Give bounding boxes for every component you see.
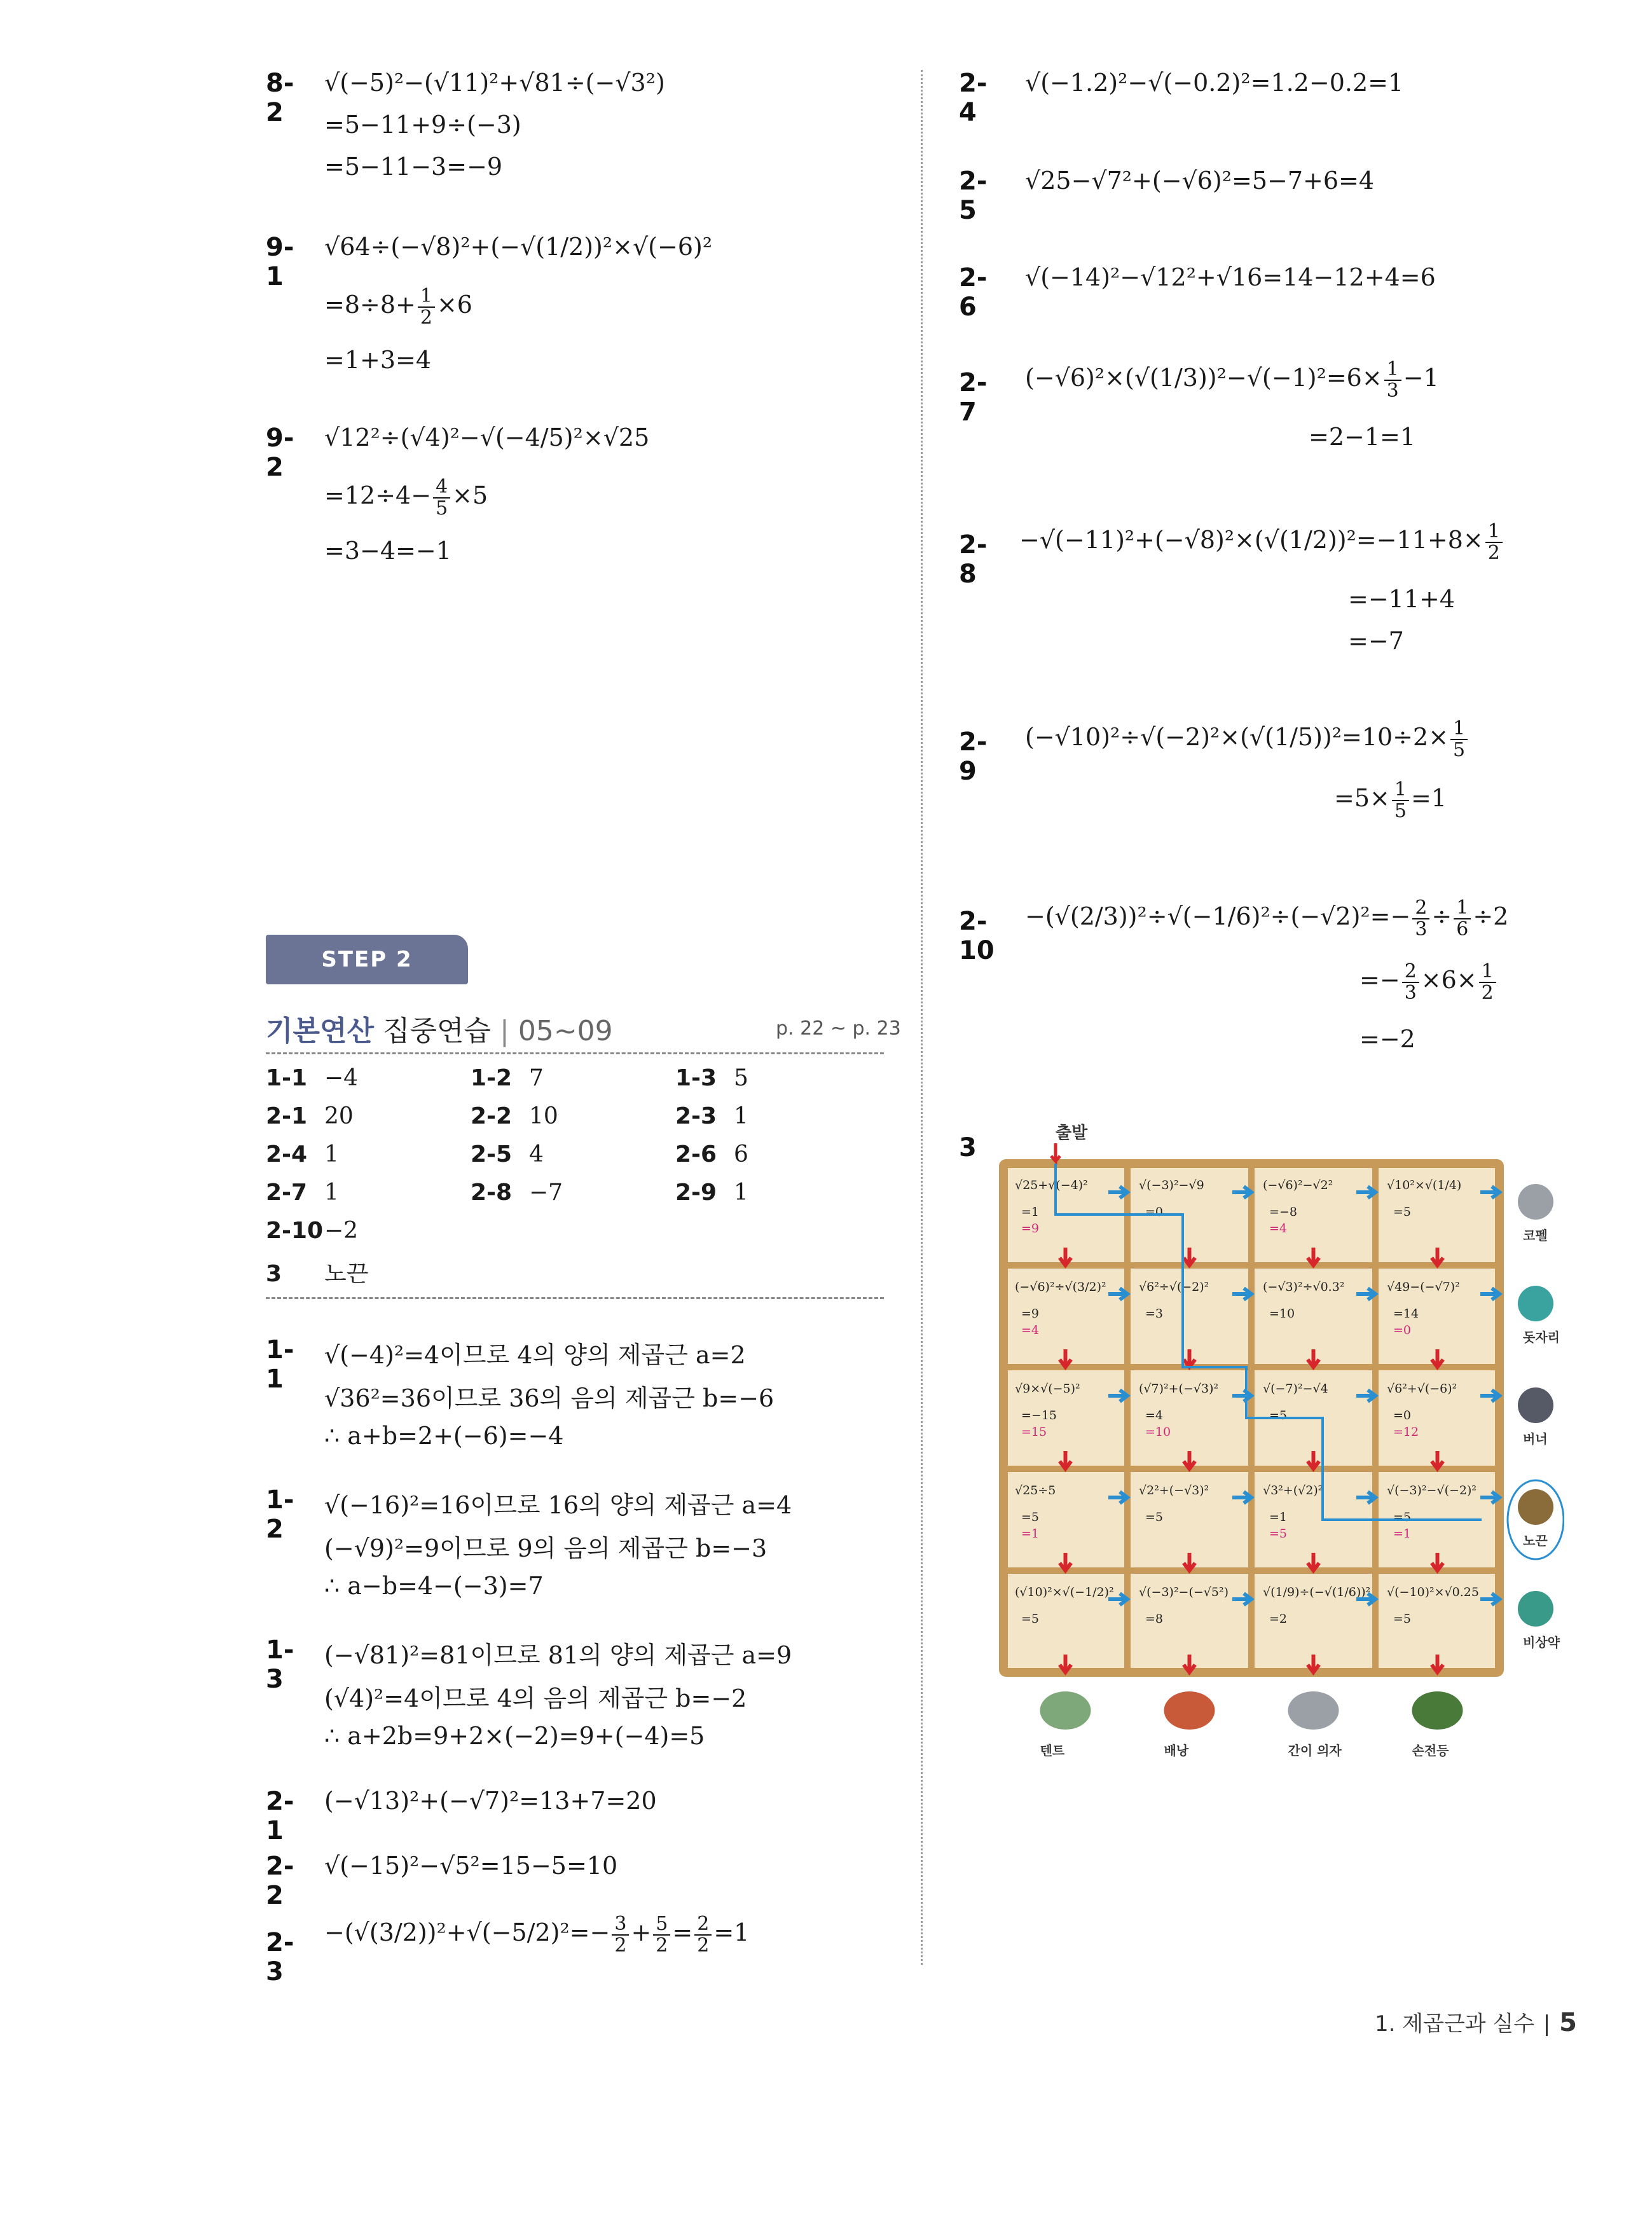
expression-part: −(√(3/2))²+√(−5/2)²=− <box>324 1918 610 1946</box>
expression: √64÷(−√8)²+(−√(1/2))²×√(−6)² <box>324 233 713 261</box>
maze-cell-alt: =1 <box>1393 1527 1412 1541</box>
bottom-item-label: 간이 의자 <box>1288 1743 1342 1758</box>
answer-value: 노끈 <box>324 1261 369 1287</box>
answer-value: 4 <box>529 1141 544 1167</box>
maze-cell-result: =−15 <box>1021 1408 1057 1422</box>
maze-cell-expression: √6²÷√(−2)² <box>1139 1280 1209 1294</box>
problem-number: 8-2 <box>266 69 294 127</box>
maze-cell-expression: √10²×√(1/4) <box>1387 1178 1462 1192</box>
denominator: 2 <box>420 306 432 329</box>
answer-value: 10 <box>529 1103 558 1129</box>
page-footer <box>1375 2006 1577 2037</box>
expression-part: (−√6)²×(√(1/3))²−√(−1)²=6× <box>1025 364 1382 392</box>
maze-cell-expression: (√7)²+(−√3)² <box>1139 1382 1219 1396</box>
expression <box>324 477 488 518</box>
answer-item <box>675 1141 748 1167</box>
section-title-highlight: 기본연산 <box>266 1015 375 1047</box>
expression <box>1025 898 1508 939</box>
answer-item <box>266 1103 354 1129</box>
expression: (−√9)²=9이므로 9의 음의 제곱근 b=−3 <box>324 1534 767 1562</box>
maze-cell-alt: =0 <box>1393 1323 1412 1337</box>
fraction <box>418 286 435 327</box>
maze-cell-result: =5 <box>1021 1612 1040 1626</box>
maze-cell-result: =0 <box>1393 1408 1412 1422</box>
expression: =2−1=1 <box>1309 423 1416 451</box>
numerator: 2 <box>1412 898 1429 919</box>
numerator: 1 <box>418 286 435 308</box>
denominator: 3 <box>1415 918 1428 940</box>
right-item-label: 노끈 <box>1523 1533 1548 1548</box>
numerator: 1 <box>1454 898 1471 919</box>
expression <box>1025 719 1470 760</box>
answer-key: 2-5 <box>471 1141 513 1167</box>
answer-key: 2-4 <box>266 1141 308 1167</box>
numerator: 1 <box>1450 719 1468 740</box>
item-icon <box>1518 1286 1553 1321</box>
expression-part: + <box>631 1918 652 1946</box>
maze-cell-expression: (√10)²×√(−1/2)² <box>1015 1585 1114 1599</box>
maze-cell-expression: √25+√(−4)² <box>1015 1178 1088 1192</box>
right-item-label: 돗자리 <box>1523 1330 1560 1345</box>
answer-value: −7 <box>529 1180 563 1206</box>
maze-cell-alt: =1 <box>1021 1527 1040 1541</box>
expression-part: ÷2 <box>1473 902 1509 930</box>
numerator: 5 <box>653 1914 670 1936</box>
expression <box>1334 780 1447 821</box>
right-item-label: 버너 <box>1523 1431 1548 1447</box>
maze-cell-alt: =5 <box>1269 1527 1288 1541</box>
item-icon <box>1288 1691 1339 1730</box>
expression: √(−14)²−√12²+√16=14−12+4=6 <box>1025 263 1436 291</box>
problem-number: 2-1 <box>266 1787 294 1845</box>
denominator: 2 <box>1481 981 1494 1004</box>
item-icon <box>1040 1691 1091 1730</box>
expression: √(−4)²=4이므로 4의 양의 제곱근 a=2 <box>324 1341 746 1369</box>
answer-value: 1 <box>324 1141 339 1167</box>
answer-key: 2-2 <box>471 1103 513 1129</box>
answer-item <box>675 1180 748 1206</box>
maze-cell-expression: √49−(−√7)² <box>1387 1280 1460 1294</box>
denominator: 2 <box>1487 541 1500 564</box>
maze-cell-expression: √(−3)²−√9 <box>1139 1178 1204 1192</box>
problem-number: 9-1 <box>266 233 294 291</box>
problem-number: 1-1 <box>266 1335 294 1394</box>
item-icon <box>1412 1691 1463 1730</box>
fraction <box>1450 719 1468 760</box>
maze-cell-result: =1 <box>1021 1205 1040 1219</box>
answer-key: 1-2 <box>471 1065 513 1091</box>
answer-item <box>675 1103 748 1129</box>
item-icon <box>1164 1691 1215 1730</box>
answer-value: 1 <box>324 1180 339 1206</box>
expression-part: =8÷8+ <box>324 291 416 319</box>
answer-value: 1 <box>734 1180 748 1206</box>
expression <box>1019 521 1504 563</box>
numerator: 1 <box>1485 521 1503 543</box>
expression: √(−1.2)²−√(−0.2)²=1.2−0.2=1 <box>1025 69 1404 97</box>
expression <box>1025 359 1439 401</box>
maze-cell-expression: √(−7)²−√4 <box>1263 1382 1328 1396</box>
maze-cell-result: =3 <box>1145 1307 1164 1321</box>
answer-item <box>266 1180 339 1206</box>
answer-key: 2-8 <box>471 1180 513 1206</box>
step-badge: STEP 2 <box>266 935 468 984</box>
problem-number: 9-2 <box>266 423 294 482</box>
expression-part: ÷ <box>1431 902 1452 930</box>
page-number: 5 <box>1559 2008 1577 2037</box>
maze-cell-expression: √25÷5 <box>1015 1483 1056 1497</box>
expression: √(−16)²=16이므로 16의 양의 제곱근 a=4 <box>324 1491 792 1519</box>
expression: √25−√7²+(−√6)²=5−7+6=4 <box>1025 167 1375 195</box>
answer-key: 2-3 <box>675 1103 717 1129</box>
numerator: 4 <box>433 477 450 499</box>
problem-number: 2-10 <box>959 907 995 965</box>
maze-cell-expression: √9×√(−5)² <box>1015 1382 1080 1396</box>
answer-item <box>471 1180 563 1206</box>
right-item-label: 비상약 <box>1523 1635 1560 1650</box>
problem-number-3: 3 <box>959 1133 977 1162</box>
maze-cell-result: =0 <box>1145 1205 1164 1219</box>
expression: √(−15)²−√5²=15−5=10 <box>324 1852 618 1880</box>
answer-key: 3 <box>266 1261 282 1287</box>
numerator: 2 <box>1402 961 1419 983</box>
maze-cell-result: =−8 <box>1269 1205 1297 1219</box>
bottom-item-label: 배낭 <box>1164 1743 1189 1758</box>
maze-diagram <box>992 1119 1564 1777</box>
chapter-title: 1. 제곱근과 실수 <box>1375 2011 1535 2037</box>
expression: √36²=36이므로 36의 음의 제곱근 b=−6 <box>324 1384 774 1412</box>
problem-number: 2-8 <box>959 530 988 589</box>
expression <box>324 286 472 327</box>
answer-item <box>471 1103 558 1129</box>
answer-value: 5 <box>734 1065 748 1091</box>
answer-key: 1-1 <box>266 1065 308 1091</box>
expression-part: −√(−11)²+(−√8)²×(√(1/2))²=−11+8× <box>1019 526 1483 554</box>
page-range: p. 22 ~ p. 23 <box>776 1017 901 1040</box>
expression-part: ×5 <box>452 481 488 509</box>
problem-number: 2-9 <box>959 727 988 786</box>
expression-part: =5× <box>1334 784 1390 812</box>
maze-cell-expression: √6²+√(−6)² <box>1387 1382 1457 1396</box>
expression: (−√13)²+(−√7)²=13+7=20 <box>324 1787 657 1815</box>
maze-cell-alt: =4 <box>1269 1222 1288 1235</box>
maze-cell-result: =1 <box>1269 1510 1288 1524</box>
expression: =−2 <box>1359 1025 1415 1053</box>
answer-item <box>266 1256 369 1288</box>
numerator: 1 <box>1384 359 1401 381</box>
answer-item <box>266 1218 358 1244</box>
footer-bar <box>1546 2014 1548 2036</box>
item-icon <box>1518 1387 1553 1423</box>
maze-cell-alt: =4 <box>1021 1323 1040 1337</box>
expression-part: −1 <box>1403 364 1439 392</box>
dashed-rule-bottom <box>266 1297 884 1299</box>
maze-cell-result: =5 <box>1393 1205 1412 1219</box>
maze-cell-result: =2 <box>1269 1612 1288 1626</box>
item-icon <box>1518 1591 1553 1627</box>
fraction <box>433 477 450 518</box>
expression: √(−5)²−(√11)²+√81÷(−√3²) <box>324 69 665 97</box>
problem-number: 1-3 <box>266 1635 294 1694</box>
fraction <box>1412 898 1429 939</box>
numerator: 3 <box>612 1914 629 1936</box>
maze-cell-result: =4 <box>1145 1408 1164 1422</box>
answer-key: 2-9 <box>675 1180 717 1206</box>
denominator: 2 <box>697 1934 710 1957</box>
bottom-item-label: 손전등 <box>1412 1743 1449 1758</box>
maze-cell-result: =5 <box>1269 1408 1288 1422</box>
maze-cell-alt: =10 <box>1145 1425 1171 1439</box>
denominator: 5 <box>1394 799 1407 822</box>
answer-value: 6 <box>734 1141 748 1167</box>
denominator: 6 <box>1456 918 1469 940</box>
column-divider <box>921 70 923 1965</box>
numerator: 1 <box>1392 780 1409 801</box>
expression-part: ×6× <box>1421 966 1477 994</box>
maze-cell-alt: =9 <box>1021 1222 1040 1235</box>
answer-value: 20 <box>324 1103 354 1129</box>
expression-part: −(√(2/3))²÷√(−1/6)²÷(−√2)²=− <box>1025 902 1411 930</box>
problem-number: 2-7 <box>959 368 988 427</box>
maze-cell-expression: (−√6)²−√2² <box>1263 1178 1333 1192</box>
fraction <box>1402 961 1419 1003</box>
maze-cell-result: =8 <box>1145 1612 1164 1626</box>
maze-start-label: 출발 <box>1056 1124 1088 1143</box>
expression-part: (−√10)²÷√(−2)²×(√(1/5))²=10÷2× <box>1025 723 1449 751</box>
maze-cell-result: =14 <box>1393 1307 1419 1321</box>
expression: =−7 <box>1348 627 1404 655</box>
answer-value: −4 <box>324 1065 359 1091</box>
maze-cell-result: =10 <box>1269 1307 1295 1321</box>
dashed-rule-top <box>266 1052 884 1054</box>
answer-item <box>266 1065 358 1091</box>
section-title <box>266 1008 613 1049</box>
expression: ∴ a+b=2+(−6)=−4 <box>324 1422 564 1450</box>
section-title-rest: 집중연습 <box>374 1015 500 1047</box>
answer-key: 2-6 <box>675 1141 717 1167</box>
denominator: 5 <box>436 497 448 520</box>
problem-number: 2-5 <box>959 167 988 225</box>
fraction <box>1384 359 1401 401</box>
maze-cell-result: =9 <box>1021 1307 1040 1321</box>
answer-item <box>266 1141 339 1167</box>
maze-cell-expression: √(−3)²−√(−2)² <box>1387 1483 1477 1497</box>
problem-number: 2-2 <box>266 1852 294 1910</box>
answer-item <box>471 1065 544 1091</box>
expression: =−11+4 <box>1348 585 1456 613</box>
answer-value: 7 <box>529 1065 544 1091</box>
expression: =5−11−3=−9 <box>324 153 503 181</box>
answer-key: 2-10 <box>266 1218 324 1244</box>
expression: =5−11+9÷(−3) <box>324 111 521 139</box>
expression: =3−4=−1 <box>324 537 451 565</box>
answer-key: 2-7 <box>266 1180 308 1206</box>
maze-cell-expression: (−√6)²÷√(3/2)² <box>1015 1280 1106 1294</box>
maze-cell-expression: (−√3)²÷√0.3² <box>1263 1280 1345 1294</box>
maze-cell-expression: √3²+(√2)² <box>1263 1483 1323 1497</box>
maze-cell-alt: =12 <box>1393 1425 1419 1439</box>
maze-cell-result: =5 <box>1145 1510 1164 1524</box>
fraction <box>1392 780 1409 821</box>
answer-item <box>471 1141 544 1167</box>
fraction <box>694 1914 712 1955</box>
item-icon <box>1518 1184 1553 1220</box>
denominator: 5 <box>1453 738 1466 761</box>
expression-part: =− <box>1359 966 1400 994</box>
answer-key: 2-1 <box>266 1103 308 1129</box>
expression: (√4)²=4이므로 4의 음의 제곱근 b=−2 <box>324 1684 747 1712</box>
item-icon <box>1518 1489 1553 1525</box>
fraction <box>653 1914 670 1955</box>
problem-number: 1-2 <box>266 1485 294 1544</box>
denominator: 2 <box>614 1934 627 1957</box>
maze-cell-result: =5 <box>1021 1510 1040 1524</box>
expression: ∴ a−b=4−(−3)=7 <box>324 1572 544 1600</box>
problem-number: 2-3 <box>266 1928 294 1986</box>
answer-value: −2 <box>324 1218 359 1244</box>
expression: (−√81)²=81이므로 81의 양의 제곱근 a=9 <box>324 1641 792 1669</box>
maze-cell-expression: √(1/9)÷(−√(1/6))² <box>1263 1585 1371 1599</box>
maze-cell-expression: √(−3)²−(−√5²) <box>1139 1585 1229 1599</box>
maze-svg <box>992 1119 1564 1774</box>
problem-number: 2-4 <box>959 69 988 127</box>
fraction <box>1485 521 1503 563</box>
right-item-label: 코펠 <box>1523 1228 1548 1243</box>
fraction <box>1479 961 1496 1003</box>
expression-part: = <box>672 1918 693 1946</box>
maze-cell-expression: √(−10)²×√0.25 <box>1387 1585 1479 1599</box>
expression <box>1359 961 1498 1003</box>
maze-cell-alt: =15 <box>1021 1425 1047 1439</box>
numerator: 2 <box>694 1914 712 1936</box>
start-arrow <box>1051 1143 1060 1161</box>
answer-value: 1 <box>734 1103 748 1129</box>
expression <box>324 1914 749 1955</box>
denominator: 3 <box>1386 379 1399 402</box>
fraction <box>612 1914 629 1955</box>
bottom-item-label: 텐트 <box>1040 1743 1065 1758</box>
expression: ∴ a+2b=9+2×(−2)=9+(−4)=5 <box>324 1722 705 1750</box>
expression-part: ×6 <box>436 291 472 319</box>
maze-cell-result: =5 <box>1393 1612 1412 1626</box>
problem-number: 2-6 <box>959 263 988 322</box>
expression: √12²÷(√4)²−√(−4/5)²×√25 <box>324 423 650 451</box>
section-separator: | <box>500 1015 509 1047</box>
answer-item <box>675 1065 748 1091</box>
numerator: 1 <box>1479 961 1496 983</box>
denominator: 3 <box>1404 981 1417 1004</box>
maze-cell-expression: √2²+(−√3)² <box>1139 1483 1209 1497</box>
answer-key: 1-3 <box>675 1065 717 1091</box>
denominator: 2 <box>656 1934 668 1957</box>
expression-part: =12÷4− <box>324 481 432 509</box>
maze-cell-result: =5 <box>1393 1510 1412 1524</box>
expression: =1+3=4 <box>324 346 432 374</box>
fraction <box>1454 898 1471 939</box>
expression-part: =1 <box>713 1918 750 1946</box>
section-range: 05~09 <box>509 1015 613 1047</box>
expression-part: =1 <box>1410 784 1447 812</box>
